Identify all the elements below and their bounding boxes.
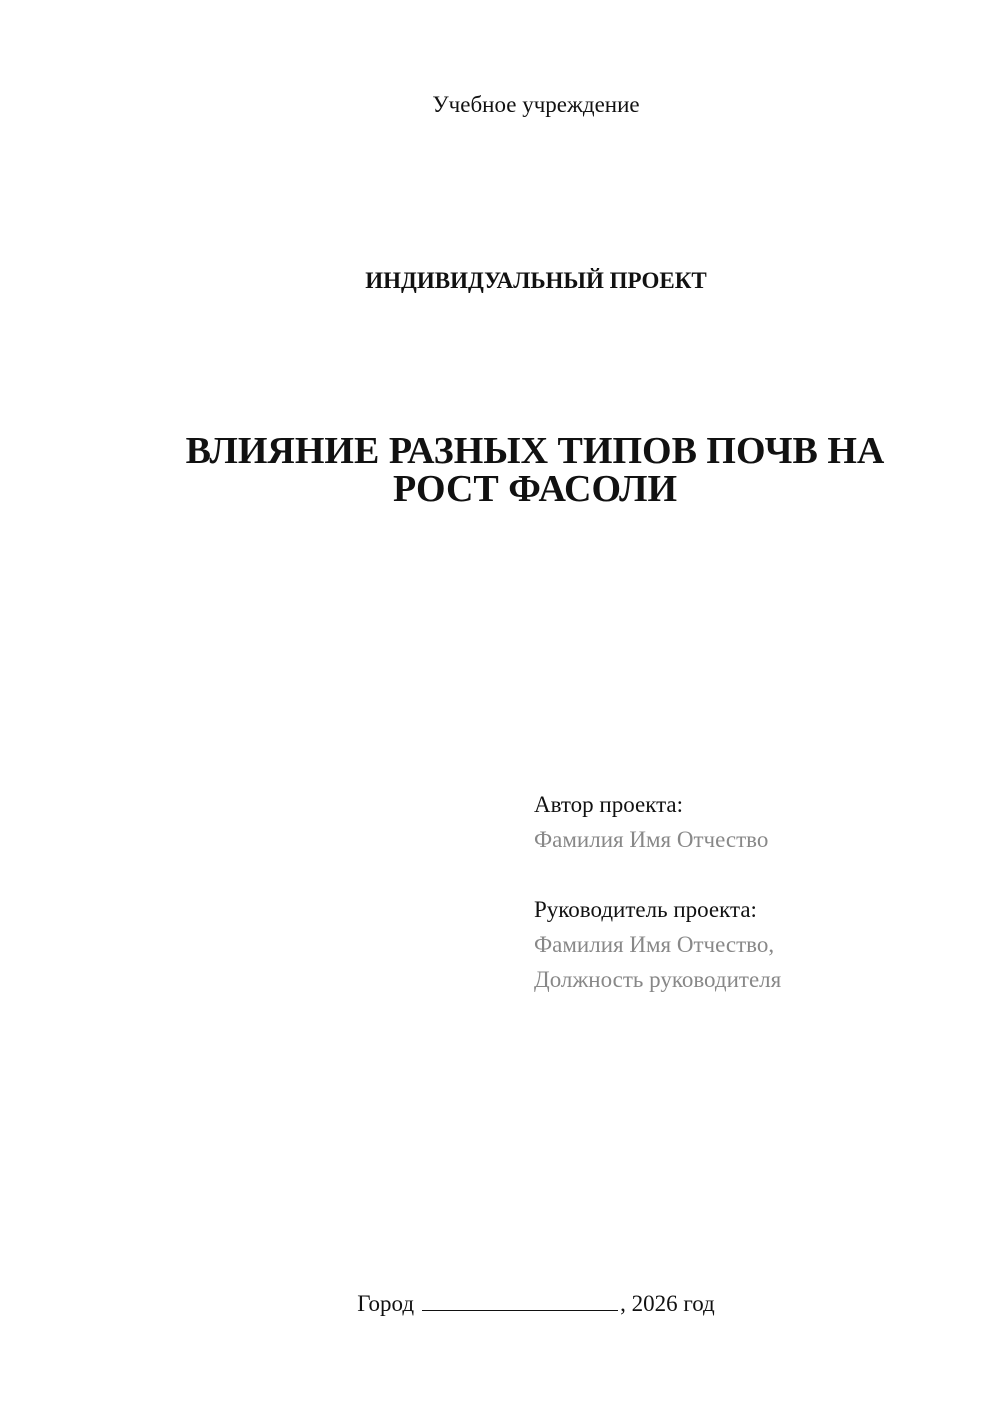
project-title-line-1: ВЛИЯНИЕ РАЗНЫХ ТИПОВ ПОЧВ НА — [185, 430, 885, 472]
author-name: Фамилия Имя Отчество — [534, 827, 769, 852]
credits-block — [534, 787, 954, 997]
footer-year: , 2026 год — [620, 1291, 715, 1316]
supervisor-position: Должность руководителя — [534, 967, 782, 992]
footer-city-year — [0, 1289, 1000, 1319]
institution-name: Учебное учреждение — [432, 92, 640, 117]
project-title — [150, 432, 920, 508]
project-title-line-2: РОСТ ФАСОЛИ — [392, 468, 678, 510]
credits-spacer — [534, 857, 954, 892]
supervisor-name: Фамилия Имя Отчество, — [534, 932, 775, 957]
footer-city: Город — [357, 1291, 415, 1316]
supervisor-label: Руководитель проекта: — [534, 897, 757, 922]
city-blank-line — [422, 1292, 618, 1311]
author-label: Автор проекта: — [534, 792, 683, 817]
project-type-heading: ИНДИВИДУАЛЬНЫЙ ПРОЕКТ — [365, 268, 707, 293]
